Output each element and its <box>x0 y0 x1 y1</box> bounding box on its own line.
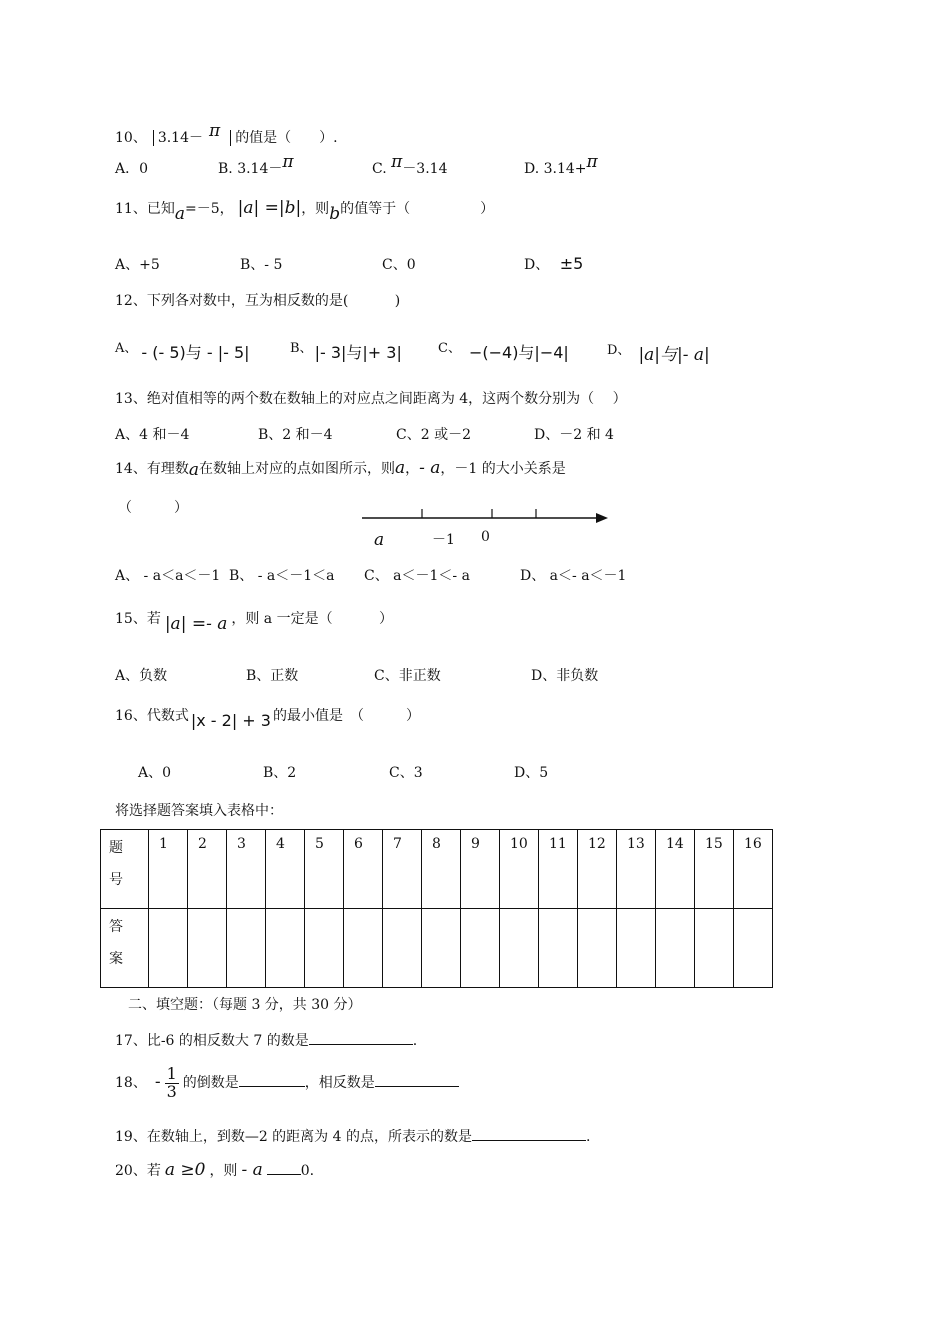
q14-option-b: B、 - a＜－1＜a <box>229 568 335 584</box>
question-15 <box>115 608 394 634</box>
q11-mid: ，则 <box>301 201 330 217</box>
answer-cell[interactable] <box>188 909 227 988</box>
answer-cell[interactable] <box>500 909 539 988</box>
q14-stem-a: 14、有理数 <box>115 461 189 477</box>
question-18 <box>115 1066 459 1100</box>
question-20 <box>115 1160 314 1180</box>
q20-mid: ，则 <box>209 1163 238 1179</box>
q10-c-text: －3.14 <box>402 161 448 177</box>
q14-option-c: C、 a＜－1＜- a <box>364 568 470 584</box>
table-number-cell: 1 <box>149 830 188 909</box>
q15-expr: |a| =- a <box>164 614 228 634</box>
q15-option-d: D、非负数 <box>531 668 599 684</box>
q18-neg: - <box>154 1072 161 1091</box>
q18-frac-num: 1 <box>166 1064 177 1083</box>
number-line-label-zero: 0 <box>481 529 490 545</box>
q15-option-b: B、正数 <box>246 668 299 684</box>
q14-stem-c: ，－1 的大小关系是 <box>440 461 566 477</box>
section-2-heading: 二、填空题：（每题 3 分，共 30 分） <box>128 997 362 1013</box>
table-number-cell: 8 <box>422 830 461 909</box>
answer-cell[interactable] <box>305 909 344 988</box>
q10-pi: π <box>209 121 221 141</box>
q14-var-a2: a <box>394 458 406 478</box>
number-line-arrow-icon <box>596 513 608 523</box>
q11-d-label: D、 <box>524 257 550 273</box>
q15-tail: ，则 a 一定是（ ） <box>231 611 394 627</box>
table-number-cell: 9 <box>461 830 500 909</box>
q16-stem: 16、代数式 <box>115 708 189 724</box>
table-number-cell: 2 <box>188 830 227 909</box>
table-number-cell: 3 <box>227 830 266 909</box>
table-row-answers <box>101 909 773 988</box>
q16-option-a: A、0 <box>138 765 172 781</box>
answer-cell[interactable] <box>617 909 656 988</box>
q10-option-d <box>524 152 598 178</box>
q12-a-label: A、 <box>115 341 138 356</box>
table-number-cell: 7 <box>383 830 422 909</box>
q10-option-c <box>372 152 448 178</box>
question-11 <box>115 198 495 224</box>
answer-cell[interactable] <box>656 909 695 988</box>
q17-text: 17、比-6 的相反数大 7 的数是 <box>115 1033 309 1049</box>
answer-cell[interactable] <box>266 909 305 988</box>
answer-cell[interactable] <box>422 909 461 988</box>
q10-d-text: D. 3.14+ <box>524 161 587 177</box>
q10-abs-expr <box>153 121 226 146</box>
table-number-cell: 12 <box>578 830 617 909</box>
answer-cell[interactable] <box>383 909 422 988</box>
table-number-cell: 13 <box>617 830 656 909</box>
q12-b-expr: |- 3|与|+ 3| <box>314 343 402 362</box>
q10-option-b <box>218 152 294 178</box>
q13-option-a: A、4 和－4 <box>115 427 190 443</box>
q12-option-c <box>438 334 569 362</box>
q12-d-expr: |a|与|- a| <box>638 345 710 365</box>
q20-condition: a ≥0 <box>164 1160 206 1180</box>
q10-value: 3.14－ <box>157 130 203 146</box>
q14-sep: ， <box>405 461 420 477</box>
q14-stem-b: 在数轴上对应的点如图所示，则 <box>198 461 395 477</box>
q15-option-c: C、非正数 <box>374 668 441 684</box>
q10-b-text: B. 3.14－ <box>218 161 283 177</box>
number-line-label-a: a <box>374 530 385 550</box>
number-line-label-neg1: －1 <box>432 532 455 548</box>
table-row-numbers <box>101 830 773 909</box>
q11-stem: 11、已知 <box>115 201 175 217</box>
q14-paren: （ ） <box>118 500 188 516</box>
q12-option-b <box>290 334 402 362</box>
q11-option-b: B、- 5 <box>240 257 283 273</box>
table-head-answer <box>101 909 149 988</box>
table-number-cell: 15 <box>695 830 734 909</box>
table-number-cell: 10 <box>500 830 539 909</box>
q18-mid: 的倒数是 <box>182 1075 239 1091</box>
answer-cell[interactable] <box>461 909 500 988</box>
q11-tail: 的值等于（ ） <box>340 201 495 217</box>
q10-option-a: A．0 <box>115 161 149 177</box>
q12-option-d <box>607 334 710 365</box>
answer-cell[interactable] <box>227 909 266 988</box>
q15-stem: 15、若 <box>115 611 161 627</box>
q15-option-a: A、负数 <box>115 668 168 684</box>
question-10 <box>115 121 338 147</box>
q18-fraction <box>165 1066 179 1100</box>
q17-blank[interactable] <box>309 1030 413 1045</box>
q16-option-b: B、2 <box>263 765 297 781</box>
q12-d-label: D、 <box>607 343 631 358</box>
answer-table <box>100 829 773 988</box>
answer-cell[interactable] <box>539 909 578 988</box>
question-19 <box>115 1126 590 1146</box>
q18-blank-reciprocal[interactable] <box>239 1072 305 1087</box>
q14-neg-a: - a <box>419 458 441 478</box>
q12-option-a <box>115 334 250 362</box>
q11-option-d <box>524 254 583 274</box>
q20-blank[interactable] <box>267 1160 301 1175</box>
question-16 <box>115 705 420 730</box>
q17-end: . <box>412 1033 418 1049</box>
head-char-3: 答 <box>109 919 123 935</box>
q20-expr: - a <box>241 1160 263 1180</box>
q14-option-d: D、 a＜- a＜－1 <box>520 568 627 584</box>
head-char-1: 题 <box>109 840 123 856</box>
table-number-cell: 16 <box>734 830 773 909</box>
table-number-cell: 4 <box>266 830 305 909</box>
q16-expr: |x - 2| + 3 <box>190 711 271 730</box>
q14-var-a: a <box>188 460 199 480</box>
q13-option-d: D、－2 和 4 <box>534 427 614 443</box>
q12-a-expr: - (- 5)与 - |- 5| <box>141 343 250 362</box>
table-head-number <box>101 830 149 909</box>
q10-tail: 的值是（ ）. <box>235 130 338 146</box>
q16-option-c: C、3 <box>389 765 423 781</box>
q10-d-pi: π <box>586 152 598 172</box>
q20-pre: 20、若 <box>115 1163 161 1179</box>
q19-blank[interactable] <box>472 1126 586 1141</box>
q18-frac-den: 3 <box>166 1082 177 1101</box>
q12-c-expr: −(−4)与|−4| <box>468 343 569 362</box>
q18-mid2: ，相反数是 <box>304 1075 375 1091</box>
head-char-4: 案 <box>109 951 123 967</box>
table-number-cell: 14 <box>656 830 695 909</box>
q19-end: . <box>585 1129 591 1145</box>
q11-relation: |a| =|b| <box>237 198 302 218</box>
q11-option-a: A、+5 <box>115 257 160 273</box>
q20-end: 0. <box>300 1163 315 1179</box>
q14-option-a: A、 - a＜a＜－1 <box>115 568 221 584</box>
table-number-cell: 5 <box>305 830 344 909</box>
answer-cell[interactable] <box>578 909 617 988</box>
number-line <box>360 502 620 552</box>
question-17 <box>115 1030 417 1050</box>
q10-c-label: C. <box>372 161 387 177</box>
q12-b-label: B、 <box>290 341 313 356</box>
q12-c-label: C、 <box>438 341 461 356</box>
q18-blank-opposite[interactable] <box>375 1072 459 1087</box>
table-number-cell: 11 <box>539 830 578 909</box>
q10-number: 10、 <box>115 130 147 146</box>
q18-number: 18、 <box>115 1075 147 1091</box>
q11-var-a: a <box>174 204 185 224</box>
answer-cell[interactable] <box>149 909 188 988</box>
head-char-2: 号 <box>109 872 123 888</box>
question-14 <box>115 458 566 478</box>
table-number-cell: 6 <box>344 830 383 909</box>
answer-cell[interactable] <box>734 909 773 988</box>
q13-option-c: C、2 或－2 <box>396 427 471 443</box>
question-13: 13、绝对值相等的两个数在数轴上的对应点之间距离为 4，这两个数分别为（ ） <box>115 391 627 407</box>
answer-cell[interactable] <box>344 909 383 988</box>
q10-c-pi: π <box>391 152 403 172</box>
table-intro: 将选择题答案填入表格中： <box>115 803 283 819</box>
q16-option-d: D、5 <box>514 765 549 781</box>
q11-eq: =－5， <box>184 201 234 217</box>
q19-text: 19、在数轴上，到数—2 的距离为 4 的点，所表示的数是 <box>115 1129 472 1145</box>
answer-cell[interactable] <box>695 909 734 988</box>
q11-option-c: C、0 <box>382 257 416 273</box>
q11-var-b: b <box>329 204 341 224</box>
q11-d-value: ±5 <box>559 254 584 273</box>
q13-option-b: B、2 和－4 <box>258 427 333 443</box>
question-12: 12、下列各对数中，互为相反数的是( ) <box>115 293 401 309</box>
q10-b-pi: π <box>282 152 294 172</box>
q16-tail: 的最小值是 （ ） <box>272 708 420 724</box>
